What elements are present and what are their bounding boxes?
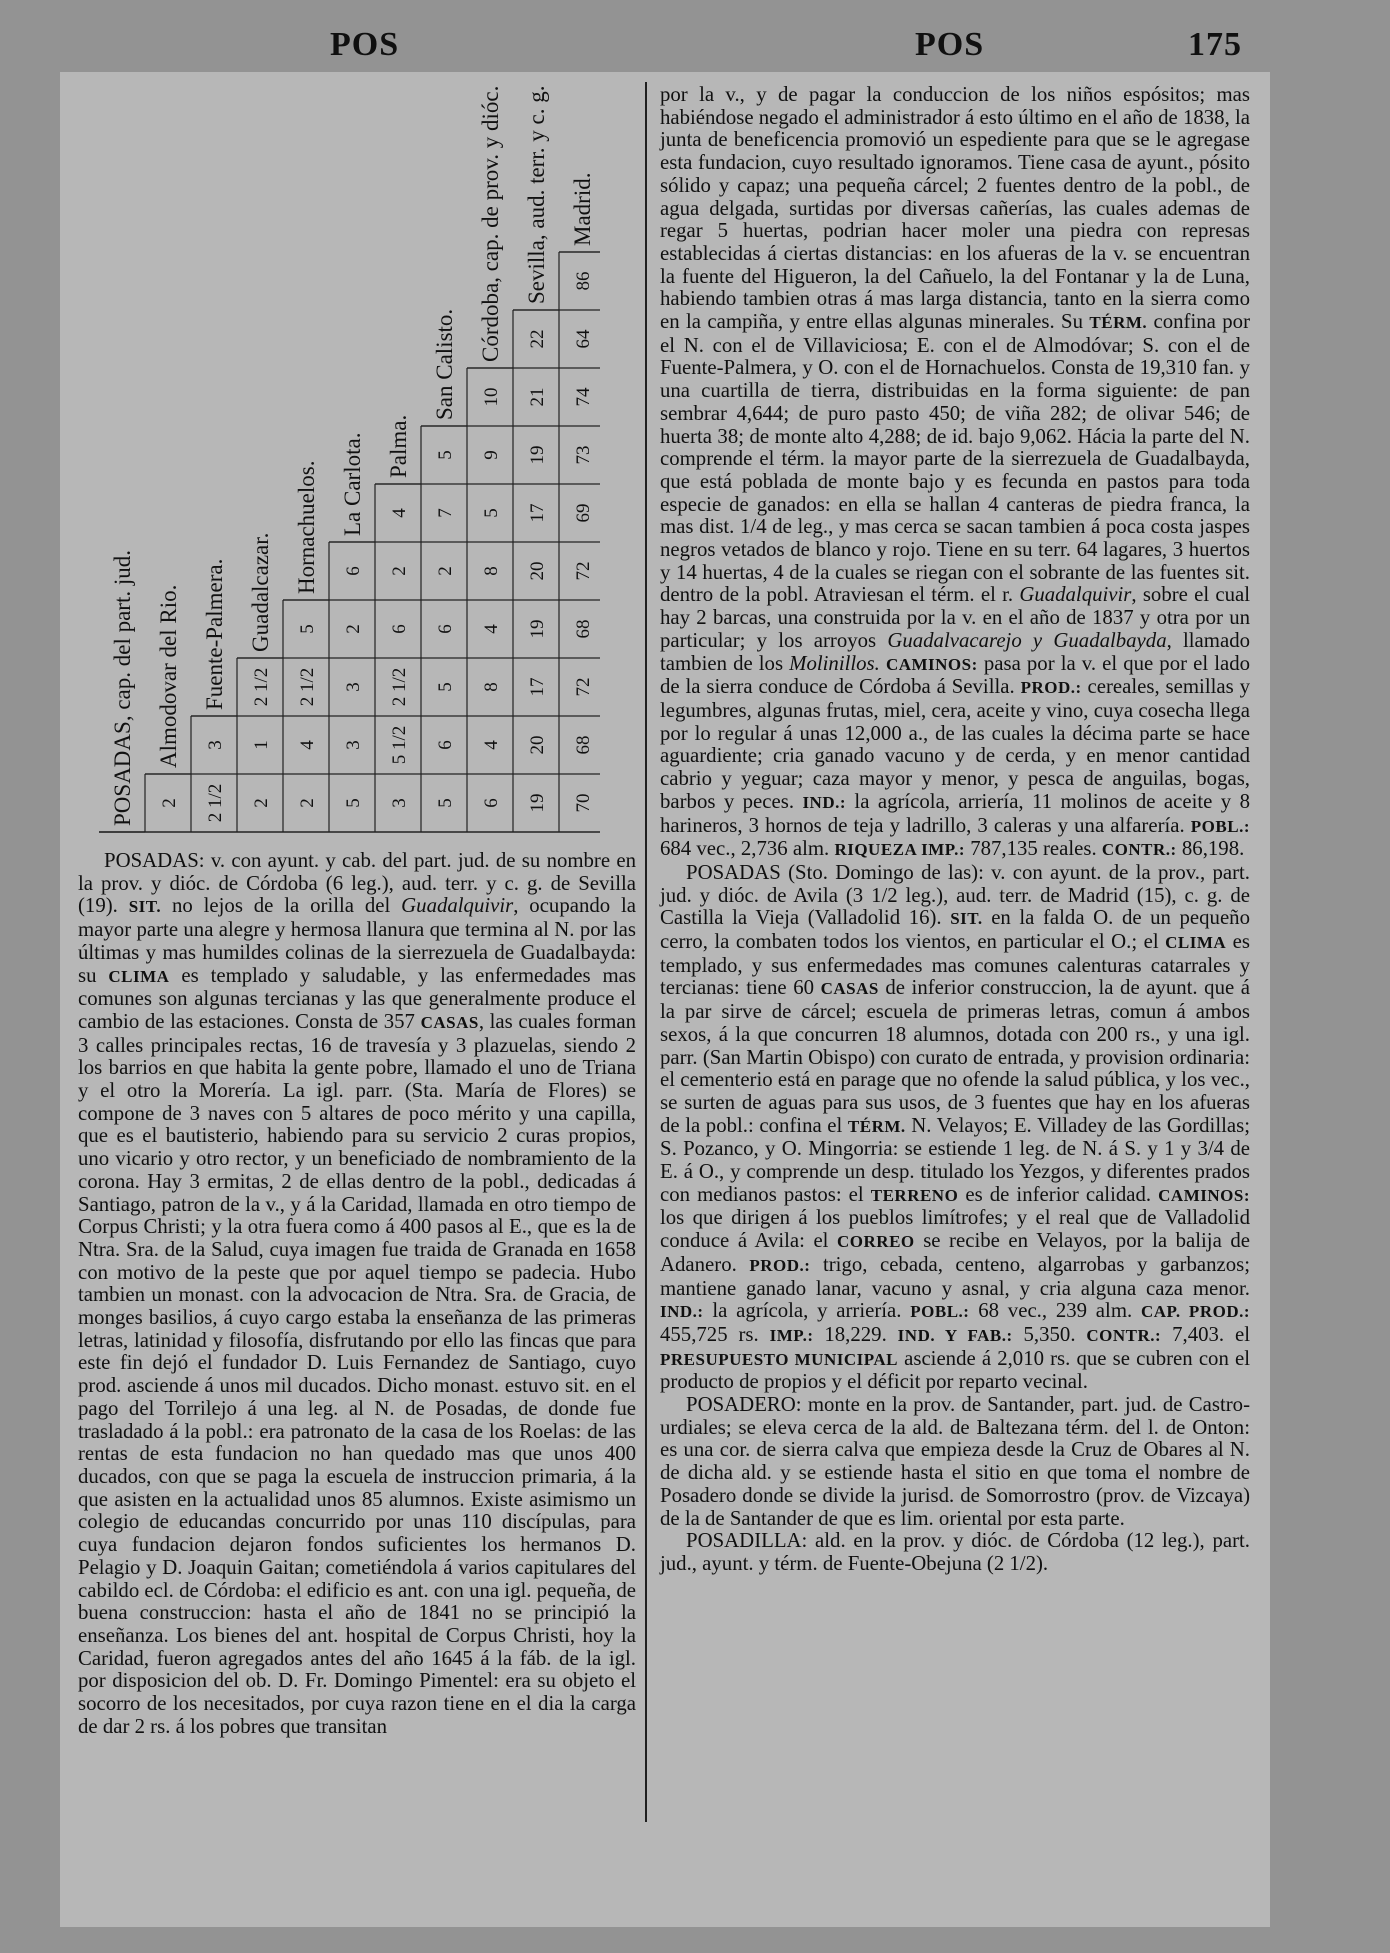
distance-cell: 74 xyxy=(573,387,594,407)
entry-posadilla: POSADILLA: ald. en la prov. y dióc. de Córdoba (12 leg.), part. jud., ayunt. y térm. de Fuente-Obejuna (2 1/2). xyxy=(660,1529,1250,1575)
entry-headword: POSADAS xyxy=(104,849,199,872)
distance-cell: 4 xyxy=(481,624,502,634)
distance-cell: 86 xyxy=(573,271,594,291)
distance-cell: 17 xyxy=(527,677,548,697)
distance-cell: 4 xyxy=(389,508,410,518)
entry-headword: POSADERO xyxy=(686,1393,796,1417)
distance-table-svg xyxy=(95,80,600,840)
distance-cell: 2 xyxy=(389,566,410,576)
town-label: Córdoba, cap. de prov. y dióc. xyxy=(478,85,503,362)
distance-cell: 6 xyxy=(389,624,410,634)
distance-cell: 19 xyxy=(527,793,548,813)
distance-cell: 68 xyxy=(573,619,594,639)
distance-cell: 7 xyxy=(435,508,456,518)
distance-cell: 5 xyxy=(481,508,502,518)
column-divider xyxy=(645,82,647,1822)
town-label: Hornachuelos. xyxy=(294,460,319,594)
town-label: Guadalcazar. xyxy=(248,532,273,652)
entry-posadas-sto-domingo: POSADAS (Sto. Domingo de las): v. con ayunt. de la prov., part. jud. y dióc. de Avila (3 1/2 leg.), aud. terr. de Madrid (15), c. g. de Castilla la Vieja (Valladolid 16). SIT. en la falda O. de un pequeño cerro, la combaten todos los vientos, en particular el O.; el CLIMA es templado, y sus enfermedades mas comunes calenturas catarrales y tercianas: tiene 60 CASAS de inferior construccion, la de ayunt. que á la par sirve de cárcel; escuela de primeras letras, comun á ambos sexos, á la que concurren 18 alumnos, dotada con 200 rs., y una igl. parr. (San Martin Obispo) con curato de entrada, y provision ordinaria: el cementerio está en parage que no ofende la salud pública, y los vec., se surten de aguas para sus usos, de 3 fuentes que hay en los afueras de la pobl.: confina el TÉRM. N. Velayos; E. Villadey de las Gordillas; S. Pozanco, y O. Mingorria: se estiende 1 leg. de N. á S. y 1 y 3/4 de E. á O., y comprende un desp. titulado los Yezgos, y diferentes prados con medianos pastos: el TERRENO es de inferior calidad. CAMINOS: los que dirigen á los pueblos limítrofes; y el real que de Valladolid conduce á Avila: el CORREO se recibe en Velayos, por la balija de Adanero. PROD.: trigo, cebada, centeno, algarrobas y garbanzos; mantiene ganado lanar, vacuno y asnal, y cria alguna caza menor. IND.: la agrícola, y arriería. POBL.: 68 vec., 239 alm. CAP. PROD.: 455,725 rs. IMP.: 18,229. IND. Y FAB.: 5,350. CONTR.: 7,403. el PRESUPUESTO MUNICIPAL asciende á 2,010 rs. que se cubren con el producto de propios y el déficit por reparto vecinal. xyxy=(660,860,1251,1394)
distance-cell: 64 xyxy=(573,329,594,349)
distance-cell: 4 xyxy=(481,740,502,750)
page-number: 175 xyxy=(1188,26,1242,63)
distance-cell: 2 xyxy=(343,624,364,634)
left-column xyxy=(78,850,636,1738)
distance-cell: 2 1/2 xyxy=(297,667,318,707)
distance-cell: 6 xyxy=(481,798,502,808)
running-header-left: POS xyxy=(330,26,400,63)
entry-posadero: POSADERO: monte en la prov. de Santander, part. jud. de Castro-urdiales; se eleva cerca de la ald. de Baltezana térm. del l. de Onton: es una cor. de sierra calva que empieza desde la Cruz de Obares al N. de dicha ald. y se estiende hasta el sitio en que toma el nombre de Posadero donde se divide la jurisd. de Somorrostro (prov. de Vizcaya) de la de Santander de que es lim. oriental por esta parte. xyxy=(660,1393,1250,1530)
town-label: La Carlota. xyxy=(340,432,365,536)
distance-cell: 5 xyxy=(297,624,318,634)
distance-cell: 22 xyxy=(527,329,548,349)
distance-cell: 1 xyxy=(251,740,272,750)
distance-cell: 9 xyxy=(481,450,502,460)
entry-headword: POSADAS xyxy=(686,860,781,884)
distance-cell: 72 xyxy=(573,561,594,581)
distance-cell: 2 xyxy=(435,566,456,576)
entry-headword: POSADILLA xyxy=(686,1529,802,1553)
distance-cell: 70 xyxy=(573,793,594,813)
distance-cell: 6 xyxy=(435,624,456,634)
distance-cell: 2 1/2 xyxy=(251,667,272,707)
town-label: POSADAS, cap. del part. jud. xyxy=(110,550,135,826)
distance-cell: 68 xyxy=(573,735,594,755)
distance-cell: 21 xyxy=(527,387,548,407)
town-label: Fuente-Palmera. xyxy=(202,558,227,710)
distance-cell: 6 xyxy=(343,566,364,576)
entry-posadas-continued: por la v., y de pagar la conduccion de los niños espósitos; mas habiéndose negado el administrador á esto último en el año de 1838, la junta de beneficencia promovió un espediente para que se le agregase esta fundacion, cuyo resultado ignoramos. Tiene casa de ayunt., pósito sólido y capaz; una pequeña cárcel; 2 fuentes dentro de la pobl., de agua delgada, surtidas por diversas cañerías, las cuales ademas de regar 5 huertas, podrian hacer moler una piedra con represas establecidas á ciertas distancias: en los afueras de la v. se encuentran la fuente del Higueron, la del Cañuelo, la del Fontanar y la de Luna, habiendo tambien otras á mas larga distancia, tanto en la sierra como en la campiña, y entre ellas algunas minerales. Su TÉRM. confina por el N. con el de Villaviciosa; E. con el de Almodóvar; S. con el de Fuente-Palmera, y O. con el de Hornachuelos. Consta de 19,310 fan. y una cuartilla de tierra, distribuidas en la forma siguiente: de pan sembrar 4,644; de puro pasto 450; de viña 282; de olivar 546; de huerta 38; de monte alto 4,288; de id. bajo 9,062. Hácia la parte del N. comprende el térm. la mayor parte de la sierrezuela de Guadalbayda, que está poblada de monte bajo y es fecunda en pastos para toda especie de ganados: en ella se hallan 4 canteras de piedra franca, la mas dist. 1/4 de leg., y mas cerca se sacan tambien á poca costa jaspes negros vetados de blanco y rojo. Tiene en su terr. 64 lagares, 3 huertos y 14 huertas, 4 de la cuales se riegan con el sobrante de las fuentes sit. dentro de la pobl. Atraviesan el térm. el r. Guadalquivir, sobre el cual hay 2 barcas, una construida por la v. en el año de 1837 y otra por un particular; y los arroyos Guadalvacarejo y Guadalbayda, llamado tambien de los Molinillos. CAMINOS: pasa por la v. el que por el lado de la sierra conduce de Córdoba á Sevilla. PROD.: cereales, semillas y legumbres, algunas frutas, miel, cera, aceite y vino, cuya cosecha llega por lo regular á unas 12,000 a., de las cuales la décima parte se hace aguardiente; cria ganado vacuno y de cerda, y en menor cantidad cabrio y yeguar; caza mayor y menor, y pesca de anguilas, bogas, barbos y peces. IND.: la agrícola, arriería, 11 molinos de aceite y 8 harineros, 3 hornos de teja y ladrillo, 3 caleras y una alfarería. POBL.: 684 vec., 2,736 alm. RIQUEZA IMP.: 787,135 reales. CONTR.: 86,198. xyxy=(660,83,1251,861)
distance-cell: 73 xyxy=(573,445,594,465)
distance-cell: 3 xyxy=(343,682,364,692)
town-label: Almodovar del Rio. xyxy=(156,584,181,768)
distance-cell: 72 xyxy=(573,677,594,697)
distance-cell: 6 xyxy=(435,740,456,750)
distance-cell: 19 xyxy=(527,619,548,639)
distance-cell: 69 xyxy=(573,503,594,523)
town-label: San Calisto. xyxy=(432,308,457,420)
running-header-center: POS xyxy=(915,26,985,63)
distance-cell: 2 1/2 xyxy=(205,783,226,823)
distance-cell: 19 xyxy=(527,445,548,465)
distance-cell: 4 xyxy=(297,740,318,750)
distance-cell: 2 1/2 xyxy=(389,667,410,707)
town-label: Sevilla, aud. terr. y c. g. xyxy=(524,85,549,304)
distance-cell: 2 xyxy=(159,798,180,808)
town-label: Palma. xyxy=(386,414,411,478)
distance-cell: 10 xyxy=(481,387,502,407)
distance-cell: 5 xyxy=(435,798,456,808)
distance-cell: 5 xyxy=(343,798,364,808)
distance-cell: 3 xyxy=(205,740,226,750)
distance-cell: 5 xyxy=(435,682,456,692)
distance-cell: 20 xyxy=(527,735,548,755)
distance-cell: 3 xyxy=(389,798,410,808)
distance-cell: 2 xyxy=(297,798,318,808)
distance-cell: 5 xyxy=(435,450,456,460)
right-column xyxy=(660,84,1250,1576)
distance-cell: 5 1/2 xyxy=(389,725,410,765)
town-label: Madrid. xyxy=(570,172,595,246)
distance-cell: 2 xyxy=(251,798,272,808)
distance-cell: 8 xyxy=(481,566,502,576)
entry-posadas: POSADAS: v. con ayunt. y cab. del part. jud. de su nombre en la prov. y dióc. de Córdoba (6 leg.), aud. terr. y c. g. de Sevilla (19). SIT. no lejos de la orilla del Guadalquivir, ocupando la mayor parte una alegre y hermosa llanura que termina al N. por las últimas y mas humildes colinas de la sierrezuela de Guadalbayda: su CLIMA es templado y saludable, y las enfermedades mas comunes son algunas tercianas y las que generalmente produce el cambio de las estaciones. Consta de 357 CASAS, las cuales forman 3 calles principales rectas, 16 de travesía y 3 plazuelas, siendo 2 los barrios en que habita la gente pobre, llamado el uno de Triana y el otro la Morería. La igl. parr. (Sta. María de Flores) se compone de 3 naves con 5 altares de poco mérito y una capilla, que es el bautisterio, habiendo para su servicio 2 curas propios, uno vicario y otro rector, y un beneficiado de nombramiento de la corona. Hay 3 ermitas, 2 de ellas dentro de la pobl., dedicadas á Santiago, patron de la v., y á la Caridad, llamada en otro tiempo de Corpus Christi; y la otra fuera como á 400 pasos al E., que es la de Ntra. Sra. de la Salud, cuya imagen fue traida de Granada en 1658 con motivo de la peste que por aquel tiempo se padecia. Hubo tambien un monast. con la advocacion de Ntra. Sra. de Gracia, de monges basilios, á cuyo cargo estaba la enseñanza de las primeras letras, latinidad y filosofía, disfrutando por ello las fincas que para este fin dejó el fundador D. Luis Fernandez de Santiago, cuyo prod. asciende á unos mil ducados. Dicho monast. estuvo sit. en el pago del Torrilejo á una leg. al N. de Posadas, de donde fue trasladado á la pobl.: era patronato de la casa de los Roelas: de las rentas de esta fundacion no han quedado mas que unos 400 ducados, con que se paga la escuela de instruccion primaria, á la que asisten en la actualidad unos 85 alumnos. Existe asimismo un colegio de educandas concurrido por unas 110 discípulas, para cuya fundacion dejaron fondos suficientes los hermanos D. Pelagio y D. Joaquin Gaitan; cometiéndola á varios capitulares del cabildo ecl. de Córdoba: el edificio es ant. con una igl. pequeña, de buena construccion: hasta el año de 1841 no se principió la enseñanza. Los bienes del ant. hospital de Corpus Christi, hoy la Caridad, fueron agregados antes del año 1645 á la fáb. de la igl. por disposicion del ob. D. Fr. Domingo Pimentel: era su objeto el socorro de los necesitados, por cuya razon tiene en el dia la carga de dar 2 rs. á los pobres que transitan xyxy=(78,849,637,1738)
distance-cell: 8 xyxy=(481,682,502,692)
distance-cell: 17 xyxy=(527,503,548,523)
distance-cell: 3 xyxy=(343,740,364,750)
distance-table xyxy=(95,80,600,840)
distance-cell: 20 xyxy=(527,561,548,581)
